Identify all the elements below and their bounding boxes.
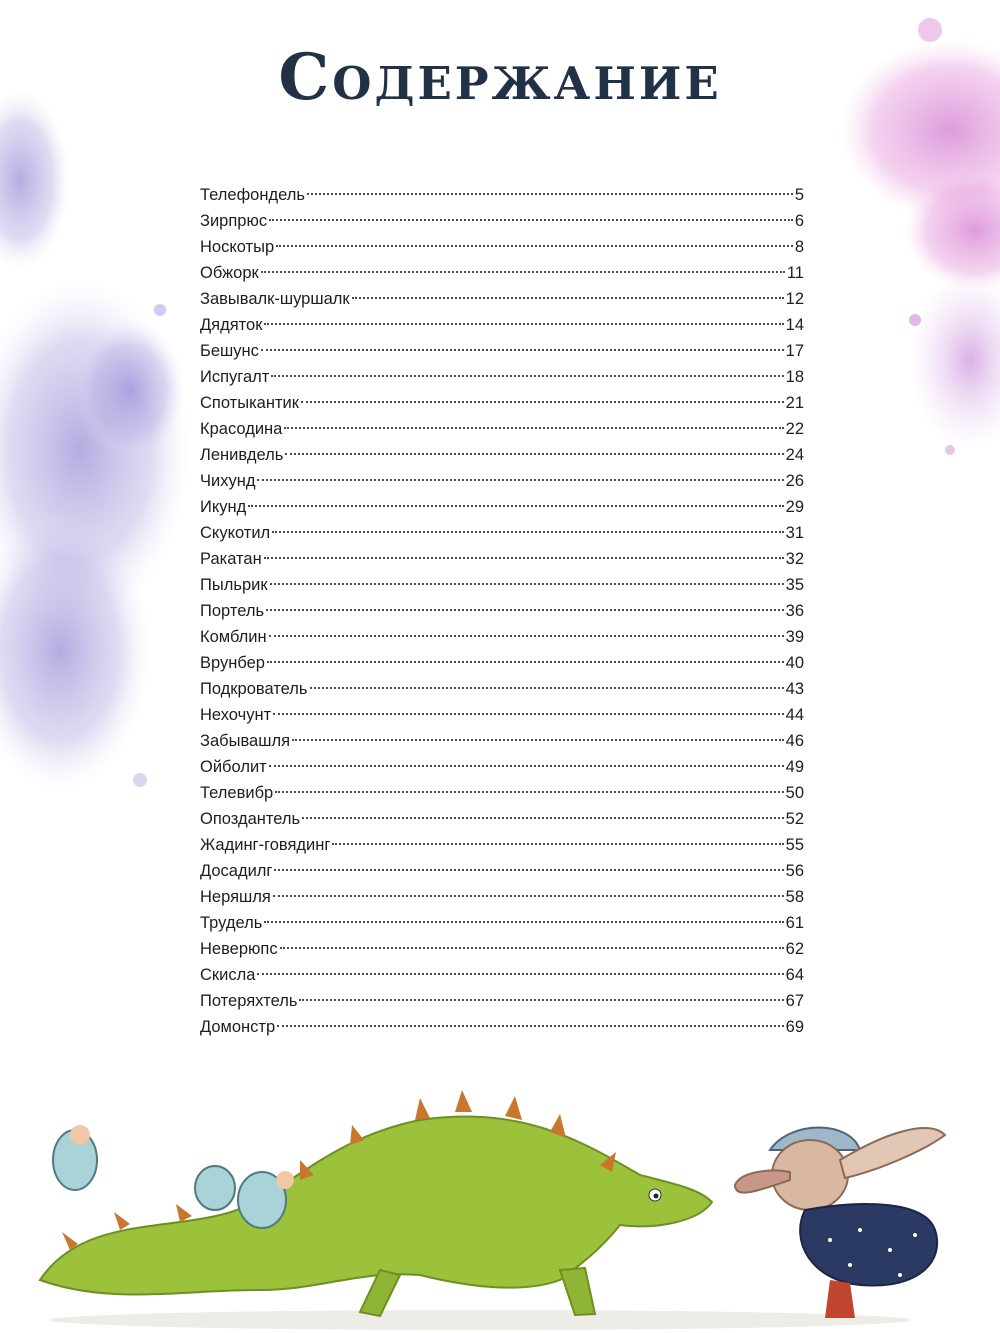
toc-entry-page: 32 xyxy=(785,550,804,568)
toc-dot-leader xyxy=(273,895,784,897)
toc-entry xyxy=(200,572,804,598)
toc-dot-leader xyxy=(285,453,783,455)
toc-dot-leader xyxy=(271,375,783,377)
page-title: Содержание xyxy=(278,40,722,115)
toc-entry-title: Телефондель xyxy=(200,186,305,204)
toc-entry-page: 46 xyxy=(785,732,804,750)
toc-entry-title: Забывашля xyxy=(200,732,291,750)
toc-entry xyxy=(200,520,804,546)
toc-entry-page: 21 xyxy=(785,394,804,412)
toc-entry-title: Скукотил xyxy=(200,524,271,542)
toc-entry-title: Комблин xyxy=(200,628,267,646)
toc-entry-page: 40 xyxy=(785,654,804,672)
toc-entry xyxy=(200,338,804,364)
toc-entry-title: Завывалк-шуршалк xyxy=(200,290,350,308)
toc-entry xyxy=(200,182,804,208)
toc-dot-leader xyxy=(302,817,784,819)
toc-dot-leader xyxy=(261,349,784,351)
toc-dot-leader xyxy=(310,687,784,689)
toc-entry-page: 17 xyxy=(785,342,804,360)
toc-dot-leader xyxy=(266,609,784,611)
toc-entry xyxy=(200,806,804,832)
toc-dot-leader xyxy=(276,245,793,247)
toc-dot-leader xyxy=(275,791,783,793)
toc-entry-title: Ракатан xyxy=(200,550,262,568)
toc-dot-leader xyxy=(264,323,783,325)
toc-entry xyxy=(200,234,804,260)
toc-entry-page: 67 xyxy=(785,992,804,1010)
toc-dot-leader xyxy=(264,557,784,559)
toc-entry-page: 43 xyxy=(785,680,804,698)
toc-entry xyxy=(200,962,804,988)
toc-entry-title: Опоздантель xyxy=(200,810,301,828)
toc-entry xyxy=(200,208,804,234)
toc-dot-leader xyxy=(273,713,784,715)
toc-entry xyxy=(200,936,804,962)
toc-entry-page: 35 xyxy=(785,576,804,594)
toc-dot-leader xyxy=(277,1025,783,1027)
toc-entry xyxy=(200,494,804,520)
toc-entry xyxy=(200,390,804,416)
toc-entry-page: 11 xyxy=(786,264,804,282)
toc-entry-page: 36 xyxy=(785,602,804,620)
toc-entry-title: Красодина xyxy=(200,420,283,438)
toc-entry-page: 50 xyxy=(785,784,804,802)
toc-entry-title: Портель xyxy=(200,602,265,620)
toc-entry-title: Домонстр xyxy=(200,1018,276,1036)
toc-entry-page: 12 xyxy=(785,290,804,308)
watercolor-splash-left-icon xyxy=(0,90,190,840)
toc-entry xyxy=(200,286,804,312)
toc-dot-leader xyxy=(248,505,783,507)
toc-entry-title: Скисла xyxy=(200,966,256,984)
toc-entry xyxy=(200,676,804,702)
toc-dot-leader xyxy=(257,479,783,481)
toc-entry-page: 24 xyxy=(785,446,804,464)
toc-entry xyxy=(200,260,804,286)
toc-dot-leader xyxy=(274,869,783,871)
toc-entry xyxy=(200,1014,804,1040)
toc-entry-page: 14 xyxy=(785,316,804,334)
toc-entry-title: Телевибр xyxy=(200,784,274,802)
toc-entry xyxy=(200,312,804,338)
toc-entry-page: 44 xyxy=(785,706,804,724)
toc-entry xyxy=(200,910,804,936)
toc-entry-title: Досадилг xyxy=(200,862,273,880)
troll-icon xyxy=(735,1128,945,1319)
dragon-illustration xyxy=(0,1080,1000,1333)
toc-entry-title: Испугалт xyxy=(200,368,270,386)
toc-dot-leader xyxy=(270,583,784,585)
toc-entry-title: Неряшля xyxy=(200,888,271,906)
toc-entry-title: Икунд xyxy=(200,498,247,516)
toc-dot-leader xyxy=(269,219,793,221)
toc-entry-title: Обжорк xyxy=(200,264,259,282)
toc-entry-page: 56 xyxy=(785,862,804,880)
dragon-icon xyxy=(40,1090,712,1316)
toc-entry xyxy=(200,546,804,572)
toc-dot-leader xyxy=(269,765,784,767)
creature-icon xyxy=(53,1125,294,1228)
table-of-contents xyxy=(200,182,804,1040)
toc-entry-page: 55 xyxy=(785,836,804,854)
toc-dot-leader xyxy=(332,843,783,845)
toc-entry-title: Пыльрик xyxy=(200,576,268,594)
toc-entry-title: Бешунс xyxy=(200,342,259,360)
toc-entry-title: Дядяток xyxy=(200,316,263,334)
toc-entry-title: Спотыкантик xyxy=(200,394,299,412)
toc-entry-page: 26 xyxy=(785,472,804,490)
toc-entry-page: 58 xyxy=(785,888,804,906)
toc-entry-title: Чихунд xyxy=(200,472,256,490)
toc-entry xyxy=(200,468,804,494)
toc-entry xyxy=(200,442,804,468)
toc-entry xyxy=(200,624,804,650)
toc-entry-page: 29 xyxy=(785,498,804,516)
toc-entry-title: Носкотыр xyxy=(200,238,275,256)
toc-entry-page: 69 xyxy=(785,1018,804,1036)
toc-entry xyxy=(200,832,804,858)
toc-entry-title: Ойболит xyxy=(200,758,267,776)
toc-entry-title: Жадинг-говядинг xyxy=(200,836,331,854)
toc-entry-page: 8 xyxy=(794,238,804,256)
toc-entry-page: 18 xyxy=(785,368,804,386)
toc-entry-page: 22 xyxy=(785,420,804,438)
toc-entry-page: 49 xyxy=(785,758,804,776)
toc-entry-page: 5 xyxy=(794,186,804,204)
toc-entry-page: 31 xyxy=(785,524,804,542)
toc-dot-leader xyxy=(292,739,784,741)
toc-entry-title: Неверюпс xyxy=(200,940,278,958)
toc-dot-leader xyxy=(261,271,785,273)
toc-entry xyxy=(200,650,804,676)
toc-entry xyxy=(200,988,804,1014)
toc-dot-leader xyxy=(264,921,783,923)
toc-dot-leader xyxy=(269,635,784,637)
toc-dot-leader xyxy=(301,401,784,403)
toc-entry xyxy=(200,884,804,910)
toc-entry-page: 64 xyxy=(785,966,804,984)
toc-entry-page: 62 xyxy=(785,940,804,958)
toc-entry xyxy=(200,598,804,624)
toc-entry xyxy=(200,754,804,780)
toc-entry-title: Потеряхтель xyxy=(200,992,298,1010)
toc-entry-title: Ленивдель xyxy=(200,446,284,464)
toc-entry-page: 52 xyxy=(785,810,804,828)
toc-dot-leader xyxy=(272,531,783,533)
toc-entry xyxy=(200,858,804,884)
toc-entry-title: Трудель xyxy=(200,914,263,932)
toc-dot-leader xyxy=(299,999,783,1001)
toc-entry xyxy=(200,364,804,390)
toc-entry xyxy=(200,702,804,728)
toc-dot-leader xyxy=(284,427,783,429)
toc-dot-leader xyxy=(307,193,793,195)
toc-entry-page: 6 xyxy=(794,212,804,230)
toc-entry-title: Нехочунт xyxy=(200,706,272,724)
toc-dot-leader xyxy=(352,297,784,299)
toc-dot-leader xyxy=(267,661,784,663)
toc-entry xyxy=(200,728,804,754)
toc-entry xyxy=(200,780,804,806)
toc-entry xyxy=(200,416,804,442)
toc-dot-leader xyxy=(257,973,783,975)
toc-dot-leader xyxy=(280,947,784,949)
toc-entry-title: Зирпрюс xyxy=(200,212,268,230)
toc-entry-page: 39 xyxy=(785,628,804,646)
toc-entry-title: Врунбер xyxy=(200,654,265,672)
toc-entry-page: 61 xyxy=(785,914,804,932)
toc-entry-title: Подкрователь xyxy=(200,680,308,698)
